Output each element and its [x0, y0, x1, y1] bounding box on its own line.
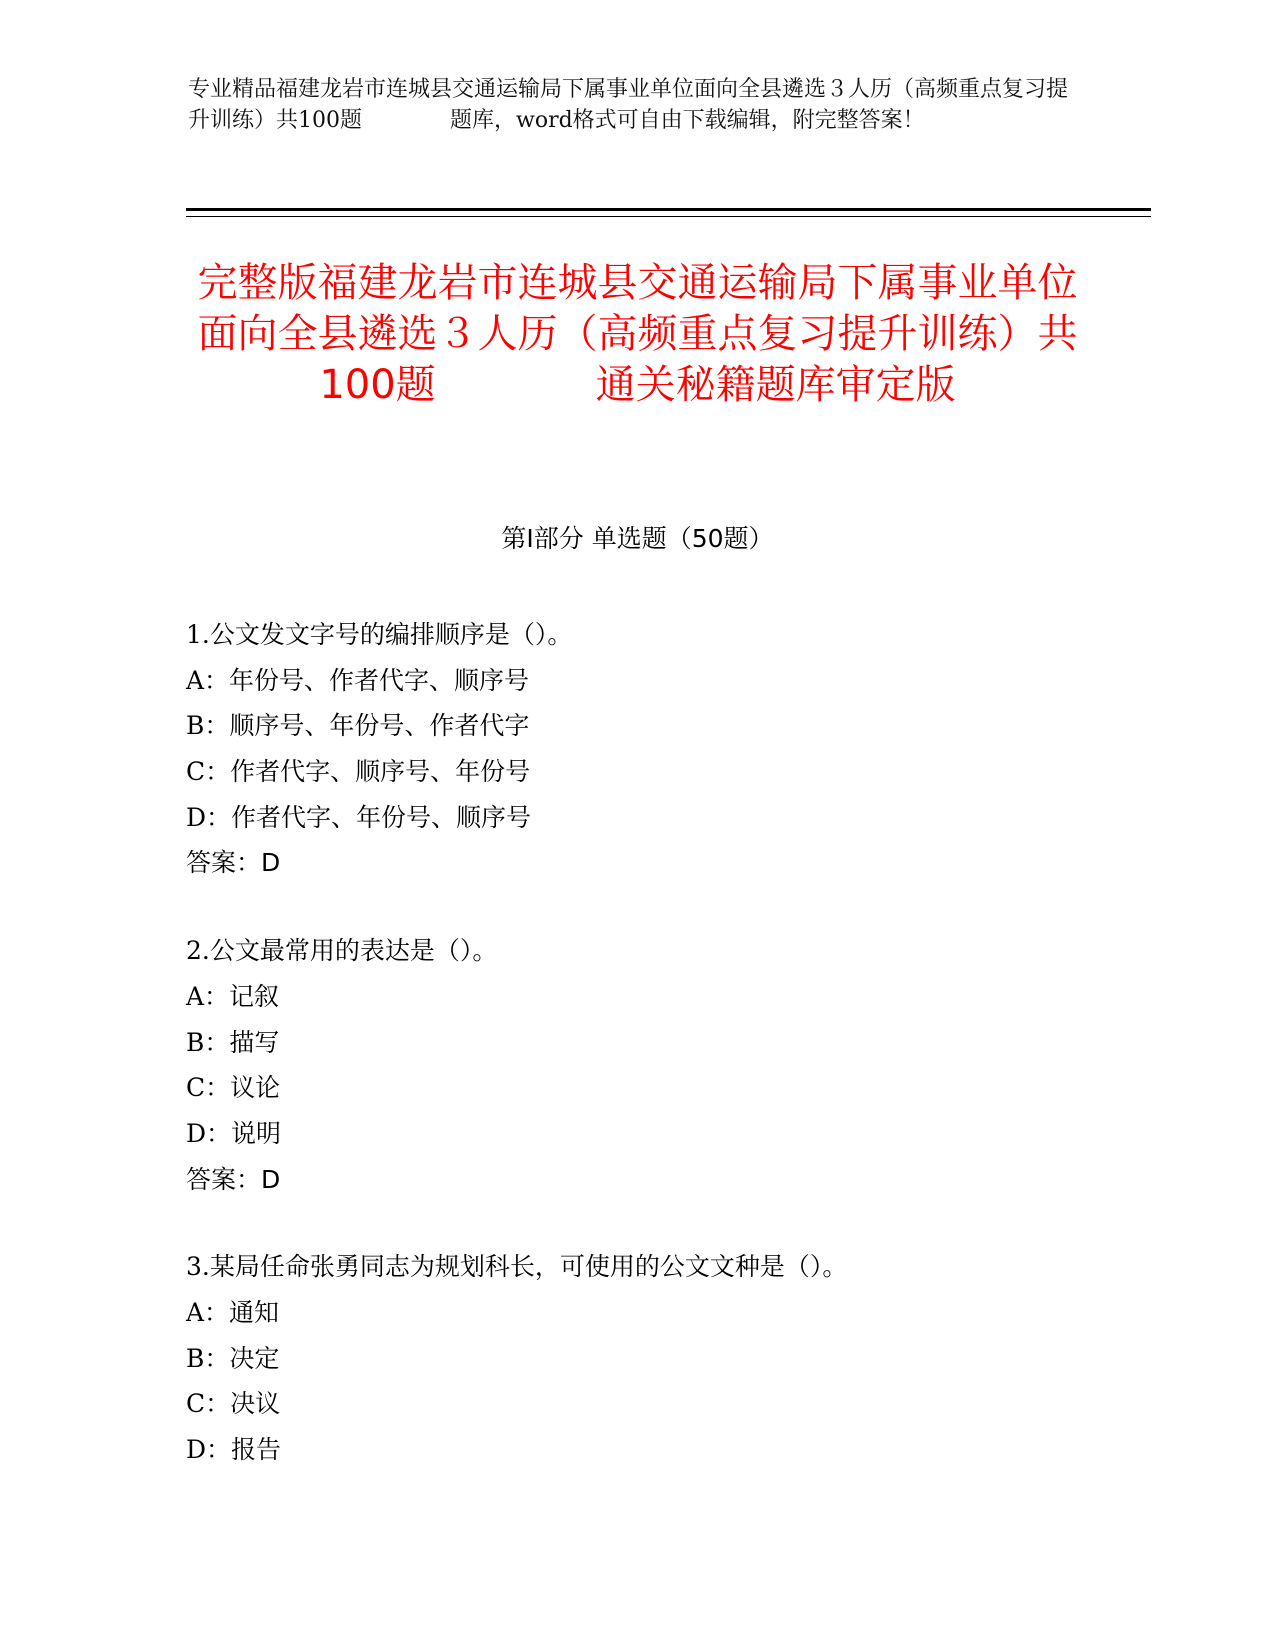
- option-a: A：通知: [186, 1297, 280, 1327]
- question-stem: 3.某局任命张勇同志为规划科长，可使用的公文文种是（）。: [186, 1252, 848, 1282]
- question-stem: 2.公文最常用的表达是（）。: [186, 936, 498, 966]
- option-d: D：报告: [186, 1435, 282, 1464]
- section-title: 第Ⅰ部分 单选题（50题）: [501, 524, 774, 553]
- document-title: 完整版福建龙岩市连城县交通运输局下属事业单位面向全县遴选３人历（高频重点复习提升训练）共100题 通关秘籍题库审定版: [197, 260, 1078, 408]
- answer: 答案：D: [186, 848, 281, 878]
- option-a: A：记叙: [186, 981, 280, 1011]
- option-a: A：年份号、作者代字、顺序号: [186, 665, 530, 695]
- option-c: C：议论: [186, 1073, 281, 1103]
- option-c: C：作者代字、顺序号、年份号: [186, 757, 531, 787]
- answer: 答案：D: [186, 1164, 281, 1194]
- header-divider-thin: [186, 216, 1151, 217]
- question-stem: 1.公文发文字号的编排顺序是（）。: [186, 620, 573, 649]
- option-b: B：决定: [186, 1343, 280, 1373]
- option-d: D：作者代字、年份号、顺序号: [186, 802, 532, 832]
- option-b: B：顺序号、年份号、作者代字: [186, 711, 530, 741]
- option-b: B：描写: [186, 1027, 280, 1057]
- question-list: [186, 612, 1136, 1515]
- option-d: D：说明: [186, 1118, 282, 1148]
- option-c: C：决议: [186, 1389, 281, 1419]
- question-3: [186, 1244, 1136, 1472]
- question-2: [186, 928, 1136, 1202]
- question-1: [186, 612, 1136, 886]
- header-divider-thick: [186, 208, 1151, 211]
- header-note: 专业精品福建龙岩市连城县交通运输局下属事业单位面向全县遴选３人历（高频重点复习提升训练）共100题 题库，word格式可自由下载编辑，附完整答案！: [188, 77, 1069, 133]
